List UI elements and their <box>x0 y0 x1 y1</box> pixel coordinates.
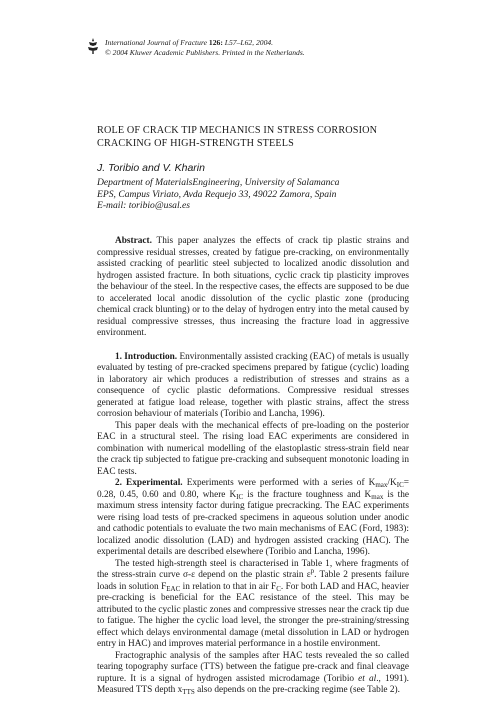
exp-text: ., 1991). Measured TTS depth x <box>97 673 409 695</box>
exp-text: = 0.28, 0.45, 0.60 and 0.80, where K <box>97 478 409 500</box>
exp-sub: IC <box>396 481 404 489</box>
intro-paragraph-2: This paper deals with the mechanical effects of pre-loading on the posterior EAC in a structural steel. The rising load EAC experiments are considered in combination with numerical modelling of the elastoplastic stress-strain field near the crack tip subjected to fatigue pre-cracking and subsequent monotonic loading in EAC tests. <box>97 420 409 477</box>
publisher-logo-icon <box>86 38 100 54</box>
exp-text: Experiments were performed with a series of K <box>186 478 376 488</box>
exp-text: /K <box>387 478 397 488</box>
journal-name: International Journal of Fracture <box>105 38 208 47</box>
experimental-paragraph-2 <box>97 559 409 651</box>
abstract-paragraph <box>97 236 409 340</box>
exp-sub: TTS <box>182 688 195 696</box>
experimental-paragraph-1 <box>97 478 409 559</box>
exp-text: is the fracture toughness and K <box>243 489 372 500</box>
exp-text: is the maximum stress intensity factor during fatigue precracking. The EAC experiments were rising load tests of pre-cracked specimens in aqueous solution under anodic and cathodic potentials to evaluate the two main mechanisms of EAC (Ford, 1983): localized anodic dissolution (LAD) and hydrogen assisted cracking (HAC). The experimental details are described elsewhere (Toribio and Lancha, 1996). <box>97 489 409 557</box>
abstract-label: Abstract. <box>115 236 152 246</box>
exp-text: . For both LAD and HAC, heavier pre-cracking is beneficial for the EAC resistance of the steel. This may be attributed to the cyclic plastic zones and compressive stresses near the crack tip due to fatigue. The higher the cyclic load level, the stronger the pre-straining/stressing effect which delays environmental damage (metal dissolution in LAD or hydrogen entry in HAC) and improves material performance in a hostile environment. <box>97 581 409 649</box>
exp-text: also depends on the pre-cracking regime (see Table 2). <box>194 685 400 695</box>
affiliation-department: Department of MaterialsEngineering, University of Salamanca <box>97 177 340 188</box>
intro-heading: 1. Introduction. <box>115 351 178 362</box>
paper-title: ROLE OF CRACK TIP MECHANICS IN STRESS CORROSION CRACKING OF HIGH-STRENGTH STEELS <box>97 125 378 149</box>
exp-text: The tested high-strength steel is characterised in Table 1, where fragments of the stress-strain curve σ-ε depend on the plastic strain ε <box>97 558 409 580</box>
journal-pages: L57–L62, 2004. <box>224 38 274 47</box>
experimental-heading: 2. Experimental. <box>115 478 183 488</box>
exp-sub: max <box>375 481 388 489</box>
paper-body <box>97 236 409 697</box>
author-affiliation <box>97 177 437 212</box>
intro-paragraph-1 <box>97 352 409 421</box>
exp-sup: p <box>310 566 315 575</box>
exp-text: . Table 2 presents failure loads in solution F <box>97 570 409 592</box>
abstract-text: This paper analyzes the effects of crack tip plastic strains and compressive residual stresses, created by fatigue pre-cracking, on environmentally assisted cracking of pearlitic steel subjected to localized anodic dissolution and hydrogen assisted fracture. In both situations, cyclic crack tip plasticity improves the behaviour of the steel. In the respective cases, the effects are supposed to be due to accelerated local anodic dissolution of the cyclic plastic zone (producing chemical crack blunting) or to the delay of hydrogen entry into the metal caused by residual compressive stresses, thus increasing the fracture load in aggressive environment. <box>97 236 410 338</box>
intro-text-1: Environmentally assisted cracking (EAC) of metals is usually evaluated by testing of pre-cracked specimens prepared by fatigue (cyclic) loading in laboratory air which produces a redistribution of stresses and strains as a consequence of cyclic plastic deformations. Compressive residual stresses generated at fatigue load release, together with plastic strains, affect the stress corrosion behaviour of materials (Toribio and Lancha, 1996). <box>97 351 410 419</box>
experimental-paragraph-3 <box>97 651 409 697</box>
journal-volume: 126: <box>208 38 223 47</box>
exp-text: in relation to that in air F <box>180 581 277 592</box>
exp-sub: EAC <box>166 584 181 593</box>
exp-text: Fractographic analysis of the samples after HAC tests revealed the so called tearing topography surface (TTS) between the fatigue pre-crack and final cleavage rupture. It is a signal of hydrogen assisted microdamage (Toribio <box>97 650 409 684</box>
paper-authors: J. Toribio and V. Kharin <box>97 162 205 174</box>
exp-sub: max <box>371 492 384 501</box>
copyright-line: © 2004 Kluwer Academic Publishers. Printed in the Netherlands. <box>105 48 305 57</box>
exp-etal: et al <box>358 673 377 684</box>
exp-sub: C <box>276 584 281 593</box>
affiliation-email: E-mail: toribio@usal.es <box>97 200 191 212</box>
exp-sub: IC <box>236 492 244 501</box>
journal-header <box>86 38 305 58</box>
affiliation-address: EPS, Campus Viriato, Avda Requejo 33, 49022 Zamora, Spain <box>97 188 337 200</box>
journal-info <box>105 38 305 58</box>
